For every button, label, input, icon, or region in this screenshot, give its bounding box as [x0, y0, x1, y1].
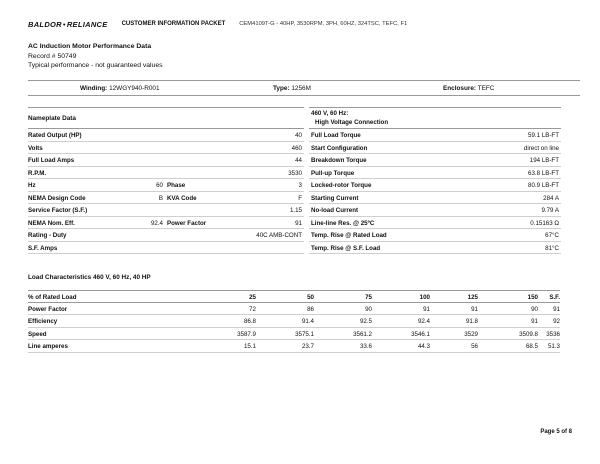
table-cell: 90: [365, 305, 372, 313]
row-value: 0.15163 Ω: [530, 219, 559, 227]
row-label: Speed: [28, 330, 47, 338]
row-label: NEMA Design Code: [28, 194, 86, 202]
page-number: Page 5 of 8: [540, 429, 572, 435]
column-header: 125: [467, 294, 478, 301]
table-cell: 33.6: [359, 343, 372, 350]
table-cell: 23.7: [301, 343, 314, 350]
winding-label: Winding:: [80, 85, 108, 92]
row-mid-value: 60: [156, 182, 163, 189]
table-cell: 3536: [546, 330, 560, 338]
table-row: [309, 204, 561, 217]
packet-title: CUSTOMER INFORMATION PACKET: [121, 21, 226, 27]
brand-logo: [28, 20, 108, 29]
page-header: [28, 18, 580, 30]
high-voltage-table: [309, 107, 561, 254]
hv-heading-line1: 460 V, 60 Hz:: [311, 110, 349, 117]
table-row: [28, 340, 560, 353]
row-label: Full Load Amps: [28, 157, 75, 164]
row-label: Pull-up Torque: [311, 169, 355, 177]
load-characteristics-table: [28, 290, 560, 353]
row-label: No-load Current: [311, 207, 359, 214]
table-cell: 92.4: [417, 318, 430, 325]
table-cell: 92: [553, 318, 560, 325]
table-row: [309, 154, 561, 167]
brand-separator: •: [62, 19, 66, 29]
row-value: 3: [298, 182, 302, 189]
type-value: 1256M: [291, 85, 311, 92]
table-cell: 3529: [464, 330, 478, 338]
table-cell: 91.4: [301, 318, 314, 325]
row-label: Line-line Res. @ 25ºC: [311, 219, 375, 227]
high-voltage-heading: [309, 107, 561, 129]
row-label: Starting Current: [311, 194, 359, 202]
row-label: Line amperes: [28, 343, 68, 350]
disclaimer: Typical performance - not guaranteed values: [28, 62, 163, 69]
column-header: 150: [527, 294, 538, 301]
table-cell: 56: [471, 343, 478, 350]
table-row: [28, 204, 304, 217]
winding-bar: [28, 80, 580, 96]
row-label: R.P.M.: [28, 169, 47, 177]
row-mid-value: 92.4: [150, 219, 163, 227]
row-mid-label: Phase: [167, 182, 186, 189]
title-block: [28, 42, 163, 71]
table-cell: 91: [553, 305, 560, 313]
row-value: direct on line: [523, 144, 559, 152]
model-description: CEM4109T-G - 40HP, 3530RPM, 3PH, 60HZ, 324TSC, TEFC, F1: [239, 21, 408, 27]
row-value: 91: [295, 219, 302, 227]
row-value: 40C AMB-CONT: [256, 232, 302, 239]
column-header: 100: [419, 294, 430, 301]
row-value: 1.15: [289, 207, 302, 214]
table-row: [28, 217, 304, 230]
nameplate-heading: [28, 107, 304, 129]
row-mid-label: KVA Code: [167, 194, 197, 202]
brand-left: BALDOR: [28, 19, 62, 29]
type-label: Type:: [273, 85, 290, 92]
table-row: [309, 179, 561, 192]
row-label: Breakdown Torque: [311, 157, 367, 164]
row-value: 44: [295, 157, 302, 164]
column-header: 50: [307, 294, 314, 301]
row-mid-label: Power Factor: [167, 219, 207, 227]
row-value: 67°C: [545, 232, 559, 239]
row-label: Locked-rotor Torque: [311, 182, 372, 189]
table-row: [309, 129, 561, 142]
row-value: 40: [295, 132, 302, 139]
row-label: Full Load Torque: [311, 132, 361, 139]
table-cell: 3546.1: [411, 330, 430, 338]
row-value: 460: [291, 144, 302, 152]
table-cell: 51.3: [547, 343, 560, 350]
table-row: [28, 167, 304, 180]
column-header: 25: [249, 294, 256, 301]
row-label: Temp. Rise @ S.F. Load: [311, 244, 381, 252]
row-value: 284 A: [543, 194, 559, 202]
row-label: Service Factor (S.F.): [28, 207, 88, 214]
doc-title: AC Induction Motor Performance Data: [28, 43, 152, 50]
table-header-row: [28, 290, 560, 303]
table-row: [28, 315, 560, 328]
table-cell: 91.8: [465, 318, 478, 325]
row-label: Hz: [28, 182, 36, 189]
row-value: F: [298, 194, 302, 202]
table-cell: 68.5: [525, 343, 538, 350]
row-value: 81°C: [545, 244, 559, 252]
column-header: S.F.: [549, 294, 560, 301]
row-label: Rating - Duty: [28, 232, 67, 239]
row-value: 3530: [288, 169, 302, 177]
enclosure-info: [443, 85, 494, 92]
table-row: [28, 192, 304, 205]
table-cell: 3561.2: [353, 330, 372, 338]
table-cell: 3587.9: [237, 330, 256, 338]
row-label: Power Factor: [28, 305, 68, 313]
table-row: [309, 229, 561, 242]
row-label: Rated Output (HP): [28, 132, 82, 139]
row-label: S.F. Amps: [28, 244, 58, 252]
table-row: [28, 242, 304, 255]
hv-heading-line2: High Voltage Connection: [315, 119, 389, 126]
column-header: 75: [365, 294, 372, 301]
row-value: 194 LB-FT: [529, 157, 559, 164]
table-cell: 91: [471, 305, 478, 313]
table-row: [309, 167, 561, 180]
row-value: 59.1 LB-FT: [528, 132, 559, 139]
winding-value: 12WGY940-R001: [109, 85, 160, 92]
table-cell: 3509.8: [519, 330, 538, 338]
winding-info: [80, 85, 160, 92]
table-row: [28, 179, 304, 192]
table-cell: 91: [531, 318, 538, 325]
table-row: [28, 303, 560, 316]
table-row: [28, 229, 304, 242]
table-cell: 86.8: [243, 318, 256, 325]
enclosure-value: TEFC: [477, 85, 495, 92]
record-number: Record # 50749: [28, 52, 77, 60]
table-row: [309, 242, 561, 255]
table-row: [309, 142, 561, 155]
enclosure-label: Enclosure:: [443, 85, 477, 92]
row-label: NEMA Nom. Eff.: [28, 219, 75, 227]
row-label: Temp. Rise @ Rated Load: [311, 232, 387, 239]
table-cell: 15.1: [243, 343, 256, 350]
table-cell: 86: [307, 305, 314, 313]
table-row: [28, 129, 304, 142]
brand-right: RELIANCE: [66, 19, 108, 29]
table-row: [28, 328, 560, 341]
table-cell: 90: [531, 305, 538, 313]
table-cell: 72: [249, 305, 256, 313]
table-cell: 91: [423, 305, 430, 313]
table-row: [309, 217, 561, 230]
row-label: Efficiency: [28, 318, 58, 325]
table-cell: 3575.1: [295, 330, 314, 338]
nameplate-table: [28, 107, 304, 254]
table-row: [309, 192, 561, 205]
row-label: Volts: [28, 144, 43, 152]
nameplate-heading-text: Nameplate Data: [28, 115, 76, 122]
row-value: 80.9 LB-FT: [528, 182, 559, 189]
row-value: 9.79 A: [541, 207, 559, 214]
table-cell: 92.5: [359, 318, 372, 325]
type-info: [273, 85, 311, 92]
table-row: [28, 154, 304, 167]
row-mid-value: B: [158, 194, 163, 202]
column-header-label: % of Rated Load: [28, 294, 77, 301]
row-label: Start Configuration: [311, 144, 368, 152]
load-characteristics-title: Load Characteristics 460 V, 60 Hz, 40 HP: [28, 274, 151, 281]
row-value: 63.8 LB-FT: [528, 169, 559, 177]
table-cell: 44.3: [417, 343, 430, 350]
table-row: [28, 142, 304, 155]
